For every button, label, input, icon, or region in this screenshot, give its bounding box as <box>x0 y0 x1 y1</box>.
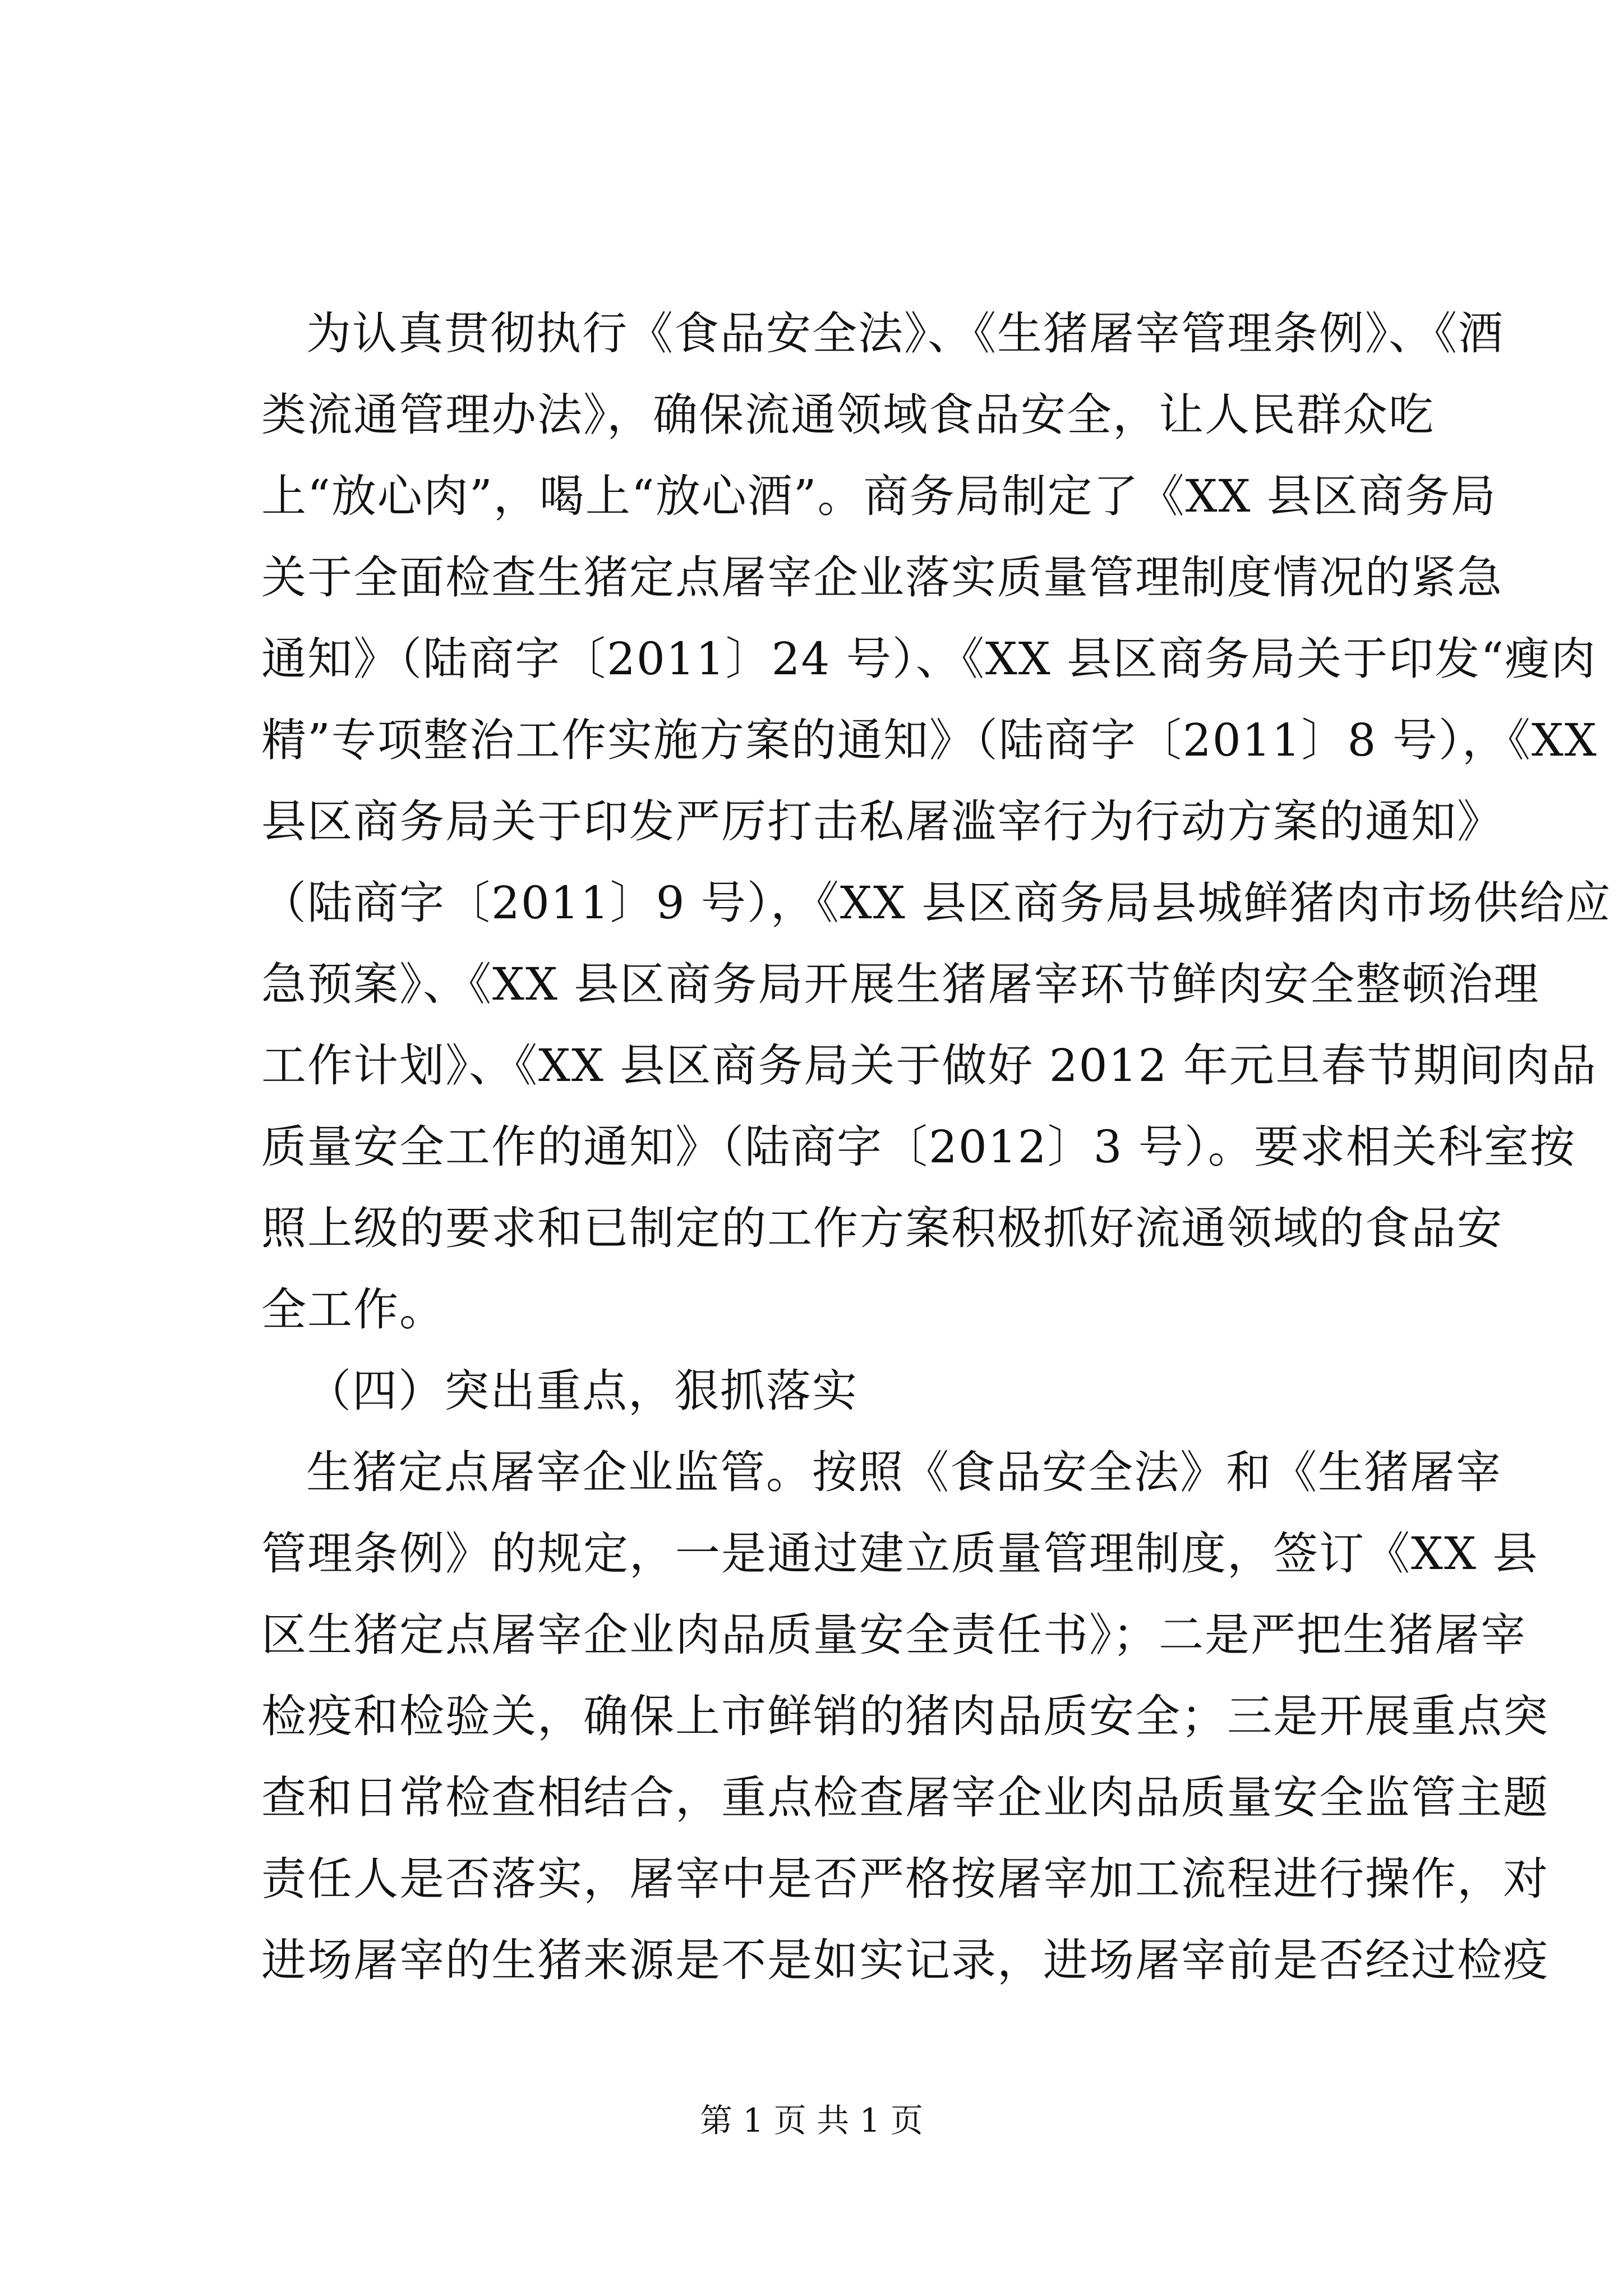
paragraph-1-line-9: 急预案》、《XX 县区商务局开展生猪屠宰环节鲜肉安全整顿治理 <box>261 958 1540 1010</box>
paragraph-2-line-4: 检疫和检验关，确保上市鲜销的猪肉品质安全；三是开展重点突 <box>261 1690 1549 1742</box>
paragraph-1-line-6: 精”专项整治工作实施方案的通知》（陆商字〔2011〕8 号），《XX <box>261 714 1598 766</box>
paragraph-1-line-12: 照上级的要求和已制定的工作方案积极抓好流通领域的食品安 <box>261 1202 1503 1254</box>
paragraph-2-line-3: 区生猪定点屠宰企业肉品质量安全责任书》；二是严把生猪屠宰 <box>261 1609 1527 1661</box>
paragraph-2-line-5: 查和日常检查相结合，重点检查屠宰企业肉品质量安全监管主题 <box>261 1772 1549 1824</box>
section-heading: （四）突出重点，狠抓落实 <box>306 1365 858 1417</box>
paragraph-1-line-1: 为认真贯彻执行《食品安全法》、《生猪屠宰管理条例》、《酒 <box>306 307 1504 360</box>
paragraph-1-line-10: 工作计划》、《XX 县区商务局关于做好 2012 年元旦春节期间肉品 <box>261 1039 1597 1092</box>
paragraph-1-line-11: 质量安全工作的通知》（陆商字〔2012〕3 号）。要求相关科室按 <box>261 1121 1576 1173</box>
paragraph-2-line-1: 生猪定点屠宰企业监管。按照《食品安全法》和《生猪屠宰 <box>306 1446 1502 1498</box>
paragraph-1-line-8: （陆商字〔2011〕9 号），《XX 县区商务局县城鲜猪肉市场供给应 <box>261 877 1612 929</box>
paragraph-1-line-4: 关于全面检查生猪定点屠宰企业落实质量管理制度情况的紧急 <box>261 551 1503 604</box>
paragraph-2-line-7: 进场屠宰的生猪来源是不是如实记录，进场屠宰前是否经过检疫 <box>261 1934 1549 1986</box>
page-number-footer: 第 1 页 共 1 页 <box>700 2101 923 2139</box>
paragraph-1-line-3: 上“放心肉”，喝上“放心酒”。商务局制定了《XX 县区商务局 <box>261 470 1497 522</box>
paragraph-1-line-13: 全工作。 <box>261 1283 445 1336</box>
paragraph-2-line-2: 管理条例》的规定，一是通过建立质量管理制度，签订《XX 县 <box>261 1527 1539 1580</box>
paragraph-2-line-6: 责任人是否落实，屠宰中是否严格按屠宰加工流程进行操作，对 <box>261 1853 1549 1905</box>
paragraph-1-line-2: 类流通管理办法》，确保流通领域食品安全，让人民群众吃 <box>261 389 1435 441</box>
paragraph-1-line-5: 通知》（陆商字〔2011〕24 号）、《XX 县区商务局关于印发“瘦肉 <box>261 633 1597 685</box>
paragraph-1-line-7: 县区商务局关于印发严厉打击私屠滥宰行为行动方案的通知》 <box>261 795 1503 848</box>
